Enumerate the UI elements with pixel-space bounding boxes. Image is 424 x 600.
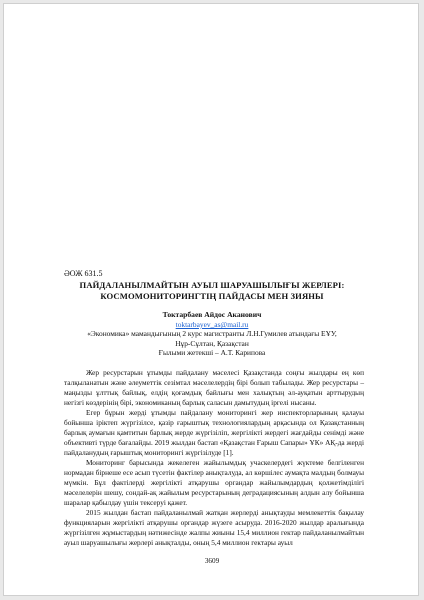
author-name: Токтарбаев Айдос Аканович [162, 310, 262, 319]
paragraph-3: Мониторинг барысында жекелеген жайылымдық учаскелердегі жүктеме белгіленген нормадан бірнеше есе асып түсетін фактілер анықталуда, ал көршілес аумақта малдың болмауы мүмкін. Бұл фактілерді жергілікті атқарушы органдар жайылымдардың қолжетімділігі мәселелерін шешу, сондай-ақ жайылым ресурстарының деградациясының алдын алу бойынша шаралар қабылдау үшін тексеруі қажет. [64, 458, 364, 507]
udc-code: ӘОЖ 631.5 [64, 269, 103, 278]
scientific-advisor: Ғылыми жетекші – А.Т. Карипова [158, 348, 266, 357]
paragraph-2: Егер бұрын жерді ұтымды пайдалану мониторингі жер инспекторларының қалауы бойынша іріктеп жүргізілсе, қазір ғарыштық технологиялардың арқасында ол Қазақстанның барлық аумағын қамтитын барлық жерде жүргізіліп, жергілікті жердегі жағдайды сенімді және объективті түрде бағалайды. 2019 жылдан бастап «Қазақстан Ғарыш Сапары» ҰК» АҚ-да жерді пайдаланудың ғарыштық мониторингі жүргізілуде [1]. [64, 408, 364, 457]
paper-title-line-2: КОСМОМОНИТОРИНГТІҢ ПАЙДАСЫ МЕН ЗИЯНЫ [100, 291, 324, 301]
author-email-link[interactable]: toktarbayev_as@mail.ru [175, 320, 249, 329]
body-text [64, 368, 364, 548]
paragraph-4: 2015 жылдан бастап пайдаланылмай жатқан жерлерді анықтауды мемлекеттік бақылау функцияларын жергілікті атқарушы органдар жүзеге асыруда. 2016-2020 жылдар аралығында жүргізілген жұмыстардың нәтижесінде жалпы жиыны 15,4 миллион гектар пайдаланылмайтын ауыл шаруашылығы жерлері анықталды, оның 5,4 миллион гектары ауыл [64, 508, 364, 547]
document-page [3, 3, 419, 596]
author-affiliation: «Экономика» мамандығының 2 курс магистранты Л.Н.Гумилев атындағы ЕҰУ, [87, 329, 337, 338]
page-number: 3609 [204, 557, 220, 565]
paragraph-1: Жер ресурстарын ұтымды пайдалану мәселесі Қазақстанда соңғы жылдары ең көп талқыланатын және әлеуметтік сезімтал мәселелердің бірі болып табылады. Жер ресурстары – маңызды ұлттық байлық, елдің қоғамдық байлығы мен халықтың әл-ауқатын арттырудың негізгі көздерінің бірі, экономиканың барлық саласын дамытудың іргелі нысаны. [64, 368, 364, 407]
paper-title-line-1: ПАЙДАЛАНЫЛМАЙТЫН АУЫЛ ШАРУАШЫЛЫҒЫ ЖЕРЛЕРІ: [79, 280, 345, 290]
author-city: Нұр-Сұлтан, Қазақстан [175, 339, 249, 348]
